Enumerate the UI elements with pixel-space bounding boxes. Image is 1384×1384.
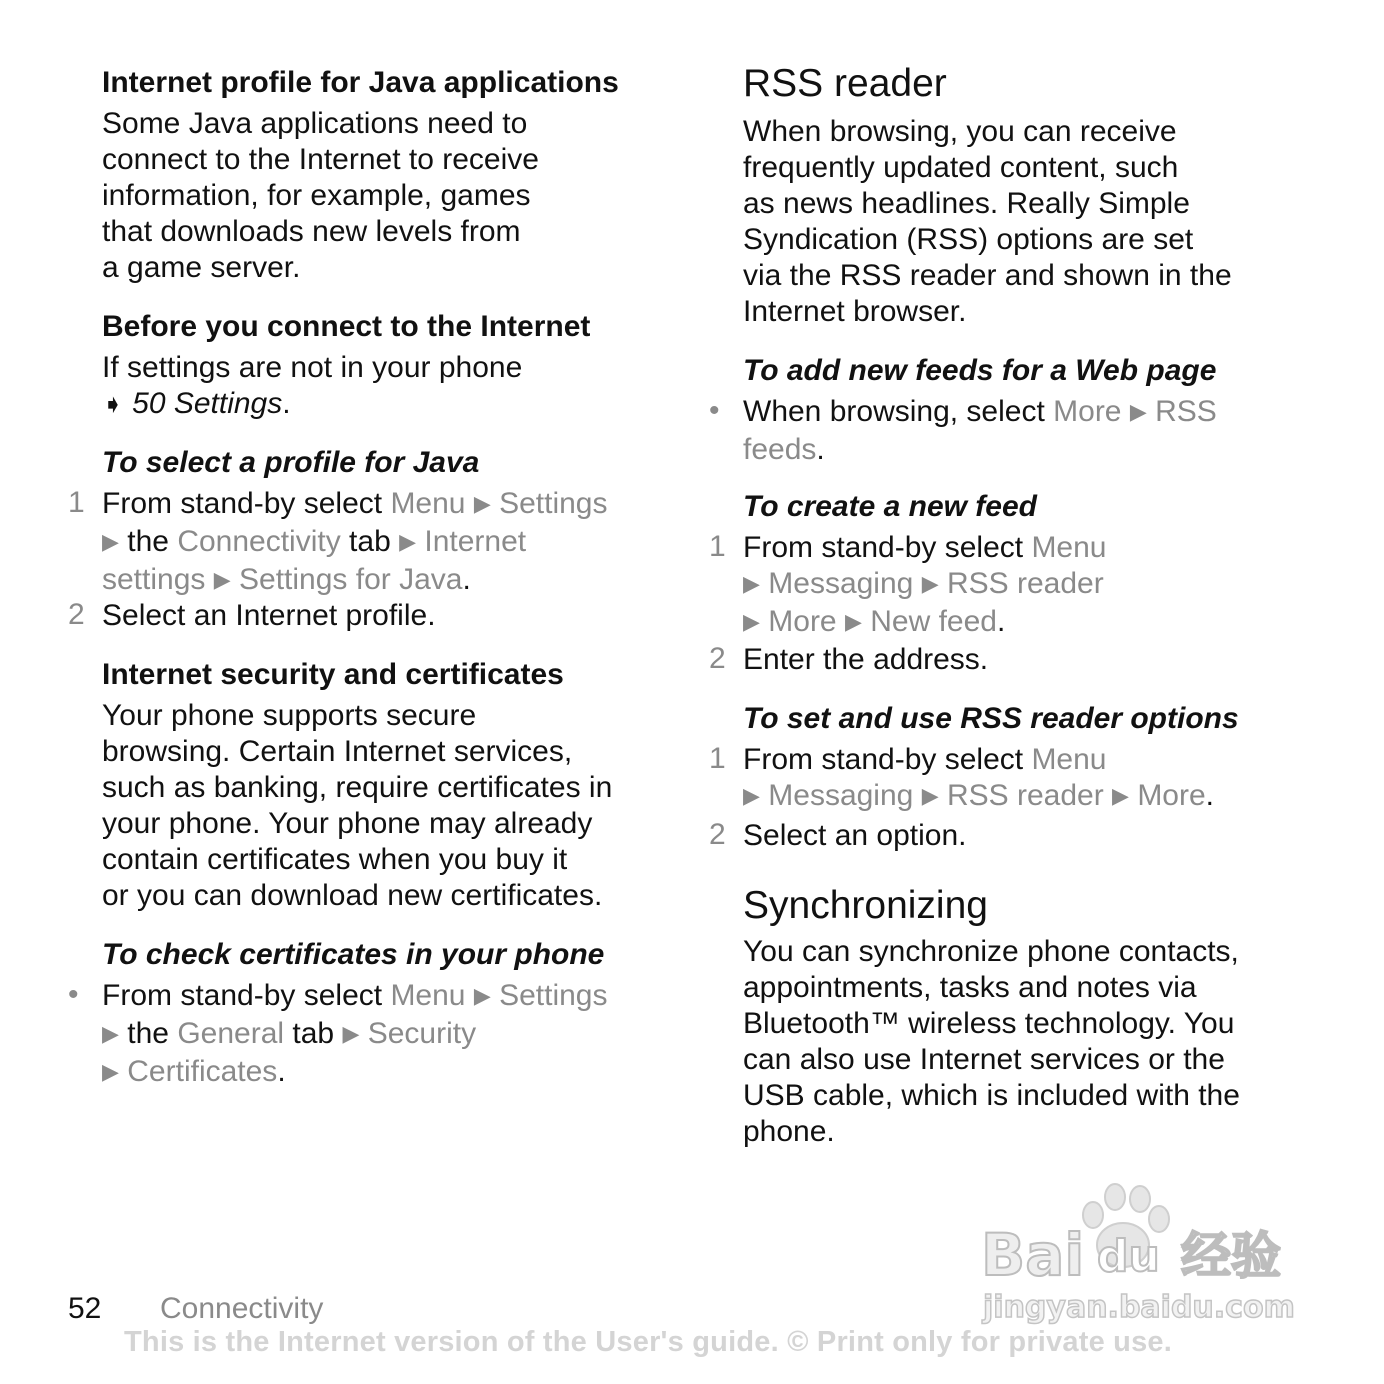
triangle-right-icon: ▶ — [102, 1021, 119, 1046]
check-certificates-heading: To check certificates in your phone — [102, 938, 605, 971]
triangle-right-icon: ▶ — [844, 609, 862, 634]
triangle-right-icon: ▶ — [473, 983, 491, 1008]
page-number: 52 — [68, 1292, 102, 1325]
step-number: 1 — [709, 742, 726, 775]
triangle-right-icon: ▶ — [1112, 783, 1129, 808]
rss-options-step-2: Select an option. — [743, 819, 967, 852]
baidu-watermark — [975, 1175, 1305, 1325]
bullet: • — [709, 394, 720, 427]
step-number: 2 — [709, 642, 726, 675]
add-feeds-step: When browsing, select More ▶ RSS feeds. — [743, 395, 1217, 466]
triangle-right-icon: ▶ — [921, 571, 939, 596]
watermark-brand: Bai — [981, 1221, 1085, 1289]
synchronizing-body: You can synchronize phone contacts, appointments, tasks and notes via Bluetooth™ wireless technology. You can also use Internet services or the USB cable, which is included with the phone. — [743, 935, 1240, 1148]
bullet: • — [68, 978, 79, 1011]
triangle-right-icon: ▶ — [102, 1059, 119, 1084]
triangle-right-icon: ▶ — [342, 1021, 360, 1046]
java-profile-heading: Internet profile for Java applications — [102, 66, 619, 99]
security-heading: Internet security and certificates — [102, 658, 564, 691]
settings-reference: 50 Settings — [132, 387, 283, 420]
triangle-right-icon: ▶ — [399, 529, 417, 554]
create-feed-step-1: From stand-by select Menu ▶ Messaging ▶ RSS reader ▶ More ▶ New feed. — [743, 531, 1107, 638]
triangle-right-icon: ▶ — [1129, 399, 1147, 424]
watermark-cn: 经验 — [1181, 1227, 1281, 1285]
security-body: Your phone supports secure browsing. Certain Internet services, such as banking, require certificates in your phone. Your phone may already contain certificates when you buy it or you can download new certificates. — [102, 699, 613, 912]
triangle-right-icon: ▶ — [102, 529, 119, 554]
add-feeds-heading: To add new feeds for a Web page — [743, 354, 1217, 387]
java-profile-body: Some Java applications need to connect to the Internet to receive information, for example, games that downloads new levels from a game server. — [102, 107, 539, 284]
reference-arrow-icon: ➧ — [102, 389, 124, 419]
step-number: 1 — [68, 486, 85, 519]
select-profile-heading: To select a profile for Java — [102, 446, 480, 479]
before-connect-body: If settings are not in your phone ➧ 50 Settings. — [102, 351, 523, 420]
triangle-right-icon: ▶ — [743, 609, 760, 634]
triangle-right-icon: ▶ — [743, 783, 760, 808]
triangle-right-icon: ▶ — [743, 571, 760, 596]
rss-reader-heading: RSS reader — [743, 62, 947, 105]
check-certificates-step: From stand-by select Menu ▶ Settings ▶ the General tab ▶ Security ▶ Certificates. — [102, 979, 608, 1088]
create-feed-heading: To create a new feed — [743, 490, 1037, 523]
step-number: 1 — [709, 530, 726, 563]
disclaimer: This is the Internet version of the User's guide. © Print only for private use. — [124, 1326, 1172, 1358]
section-label: Connectivity — [160, 1292, 324, 1325]
create-feed-step-2: Enter the address. — [743, 643, 989, 676]
step-number: 2 — [709, 818, 726, 851]
synchronizing-heading: Synchronizing — [743, 884, 988, 927]
triangle-right-icon: ▶ — [473, 491, 491, 516]
select-profile-step-2: Select an Internet profile. — [102, 599, 436, 632]
watermark-brand-du: du — [1097, 1231, 1160, 1282]
watermark-url: jingyan.baidu.com — [983, 1290, 1295, 1325]
rss-options-heading: To set and use RSS reader options — [743, 702, 1239, 735]
triangle-right-icon: ▶ — [921, 783, 939, 808]
before-connect-heading: Before you connect to the Internet — [102, 310, 591, 343]
step-number: 2 — [68, 598, 85, 631]
rss-options-step-1: From stand-by select Menu ▶ Messaging ▶ RSS reader ▶ More. — [743, 743, 1215, 812]
rss-reader-body: When browsing, you can receive frequently updated content, such as news headlines. Really Simple Syndication (RSS) options are set via the RSS reader and shown in the Internet browser. — [743, 115, 1232, 328]
triangle-right-icon: ▶ — [213, 567, 231, 592]
select-profile-step-1: From stand-by select Menu ▶ Settings ▶ the Connectivity tab ▶ Internet settings ▶ Settings for Java. — [102, 487, 608, 596]
